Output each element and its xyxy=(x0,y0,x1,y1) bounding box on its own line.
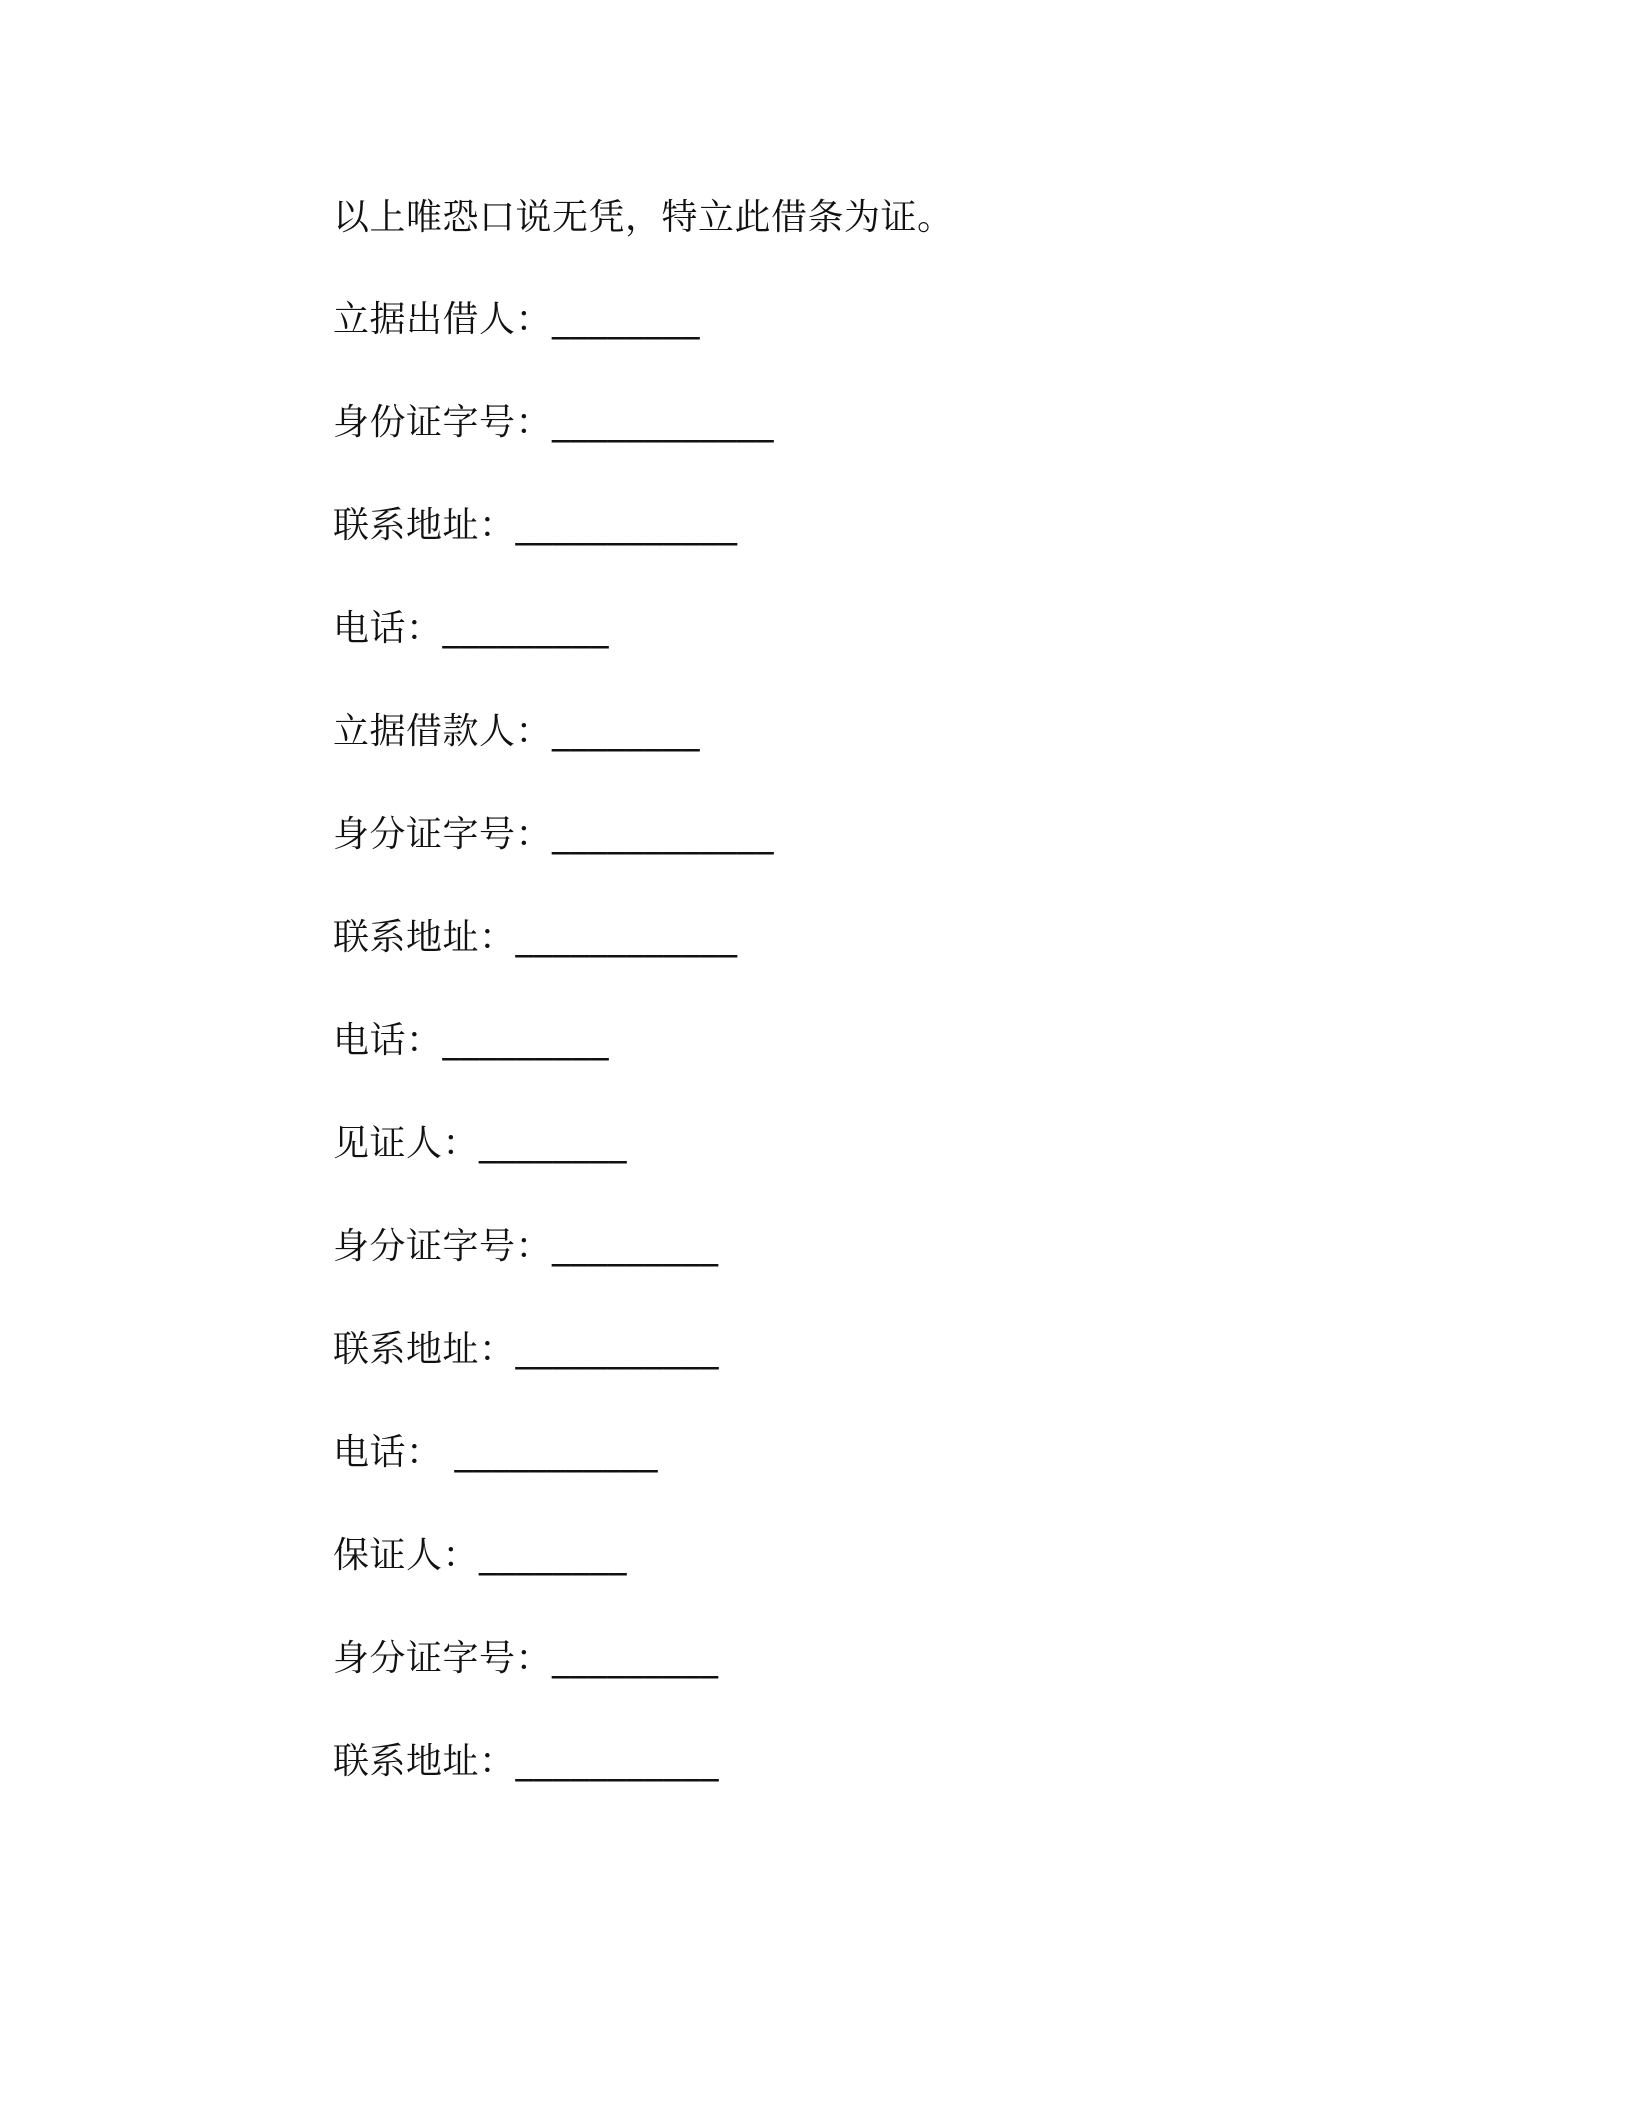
guarantor-address-field: 联系地址：___________ xyxy=(333,1741,720,1782)
lender-phone-field: 电话：_________ xyxy=(333,608,610,649)
borrower-id-number-field: 身分证字号：____________ xyxy=(333,814,775,855)
guarantor-id-number-field: 身分证字号：_________ xyxy=(333,1638,719,1679)
borrower-name-field: 立据借款人：________ xyxy=(333,711,701,752)
borrower-address-field: 联系地址：____________ xyxy=(333,917,738,958)
witness-address-field: 联系地址：___________ xyxy=(333,1329,720,1370)
guarantor-name-field: 保证人：________ xyxy=(333,1535,628,1576)
borrower-phone-field: 电话：_________ xyxy=(333,1020,610,1061)
lender-address-field: 联系地址：____________ xyxy=(333,505,738,546)
witness-id-number-field: 身分证字号：_________ xyxy=(333,1226,719,1267)
witness-phone-field: 电话： ___________ xyxy=(333,1432,658,1473)
intro-statement: 以上唯恐口说无凭，特立此借条为证。 xyxy=(333,197,954,238)
lender-name-field: 立据出借人：________ xyxy=(333,299,701,340)
lender-id-number-field: 身份证字号：____________ xyxy=(333,402,775,443)
witness-name-field: 见证人：________ xyxy=(333,1123,628,1164)
